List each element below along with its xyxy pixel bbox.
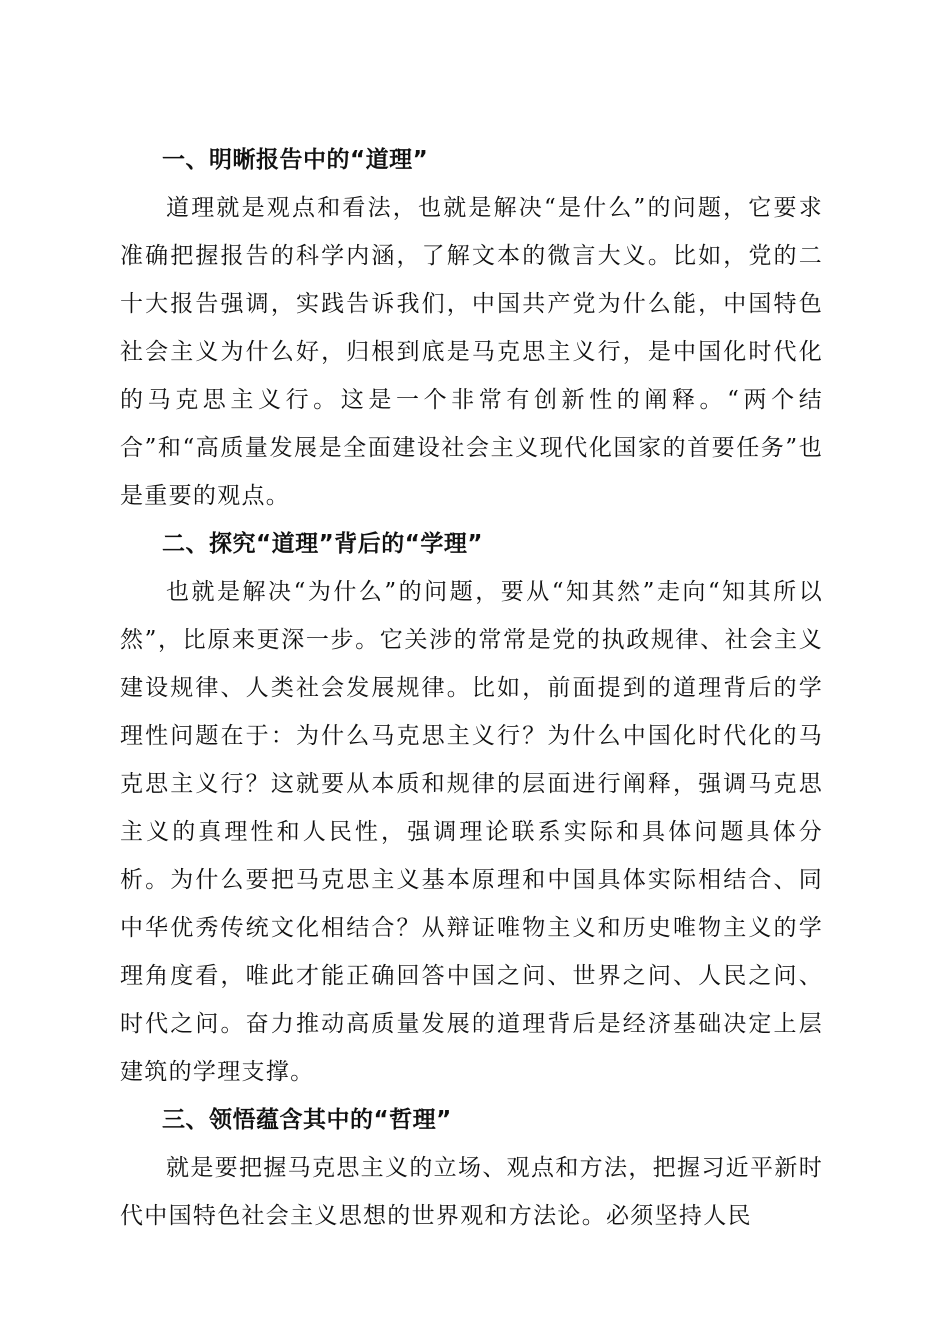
section-paragraph-3: 就是要把握马克思主义的立场、观点和方法，把握习近平新时代中国特色社会主义思想的世界观和方法论。必须坚持人民	[120, 1155, 823, 1229]
section-heading-3: 三、领悟蕴含其中的“哲理”	[162, 1107, 452, 1133]
section-heading-1: 一、明晰报告中的“道理”	[162, 147, 429, 173]
document-body	[120, 136, 823, 1240]
section-paragraph-2: 也就是解决“为什么”的问题，要从“知其然”走向“知其所以然”，比原来更深一步。它关涉的常常是党的执政规律、社会主义建设规律、人类社会发展规律。比如，前面提到的道理背后的学理性问题在于：为什么马克思主义行？为什么中国化时代化的马克思主义行？这就要从本质和规律的层面进行阐释，强调马克思主义的真理性和人民性，强调理论联系实际和具体问题具体分析。为什么要把马克思主义基本原理和中国具体实际相结合、同中华优秀传统文化相结合？从辩证唯物主义和历史唯物主义的学理角度看，唯此才能正确回答中国之问、世界之问、人民之问、时代之问。奋力推动高质量发展的道理背后是经济基础决定上层建筑的学理支撑。	[120, 579, 823, 1085]
section-paragraph-1: 道理就是观点和看法，也就是解决“是什么”的问题，它要求准确把握报告的科学内涵，了解文本的微言大义。比如，党的二十大报告强调，实践告诉我们，中国共产党为什么能，中国特色社会主义为什么好，归根到底是马克思主义行，是中国化时代化的马克思主义行。这是一个非常有创新性的阐释。“两个结合”和“高质量发展是全面建设社会主义现代化国家的首要任务”也是重要的观点。	[120, 195, 823, 509]
section-heading-2: 二、探究“道理”背后的“学理”	[162, 531, 483, 557]
